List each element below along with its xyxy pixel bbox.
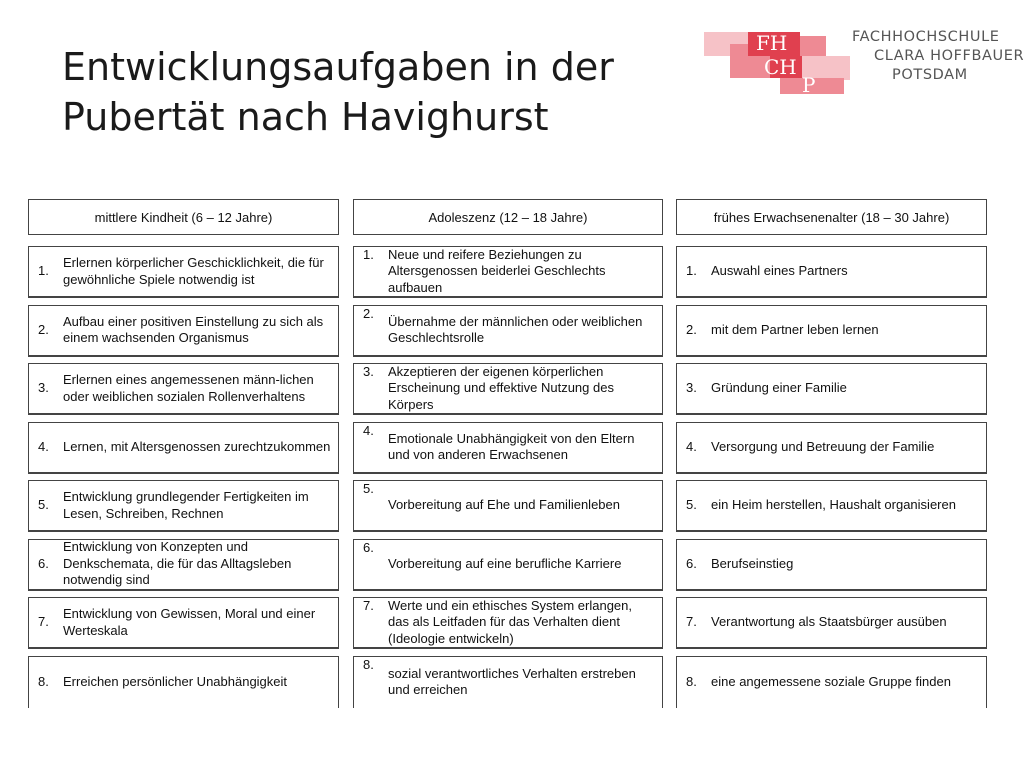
task-text: sozial verantwortliches Verhalten erstreben und erreichen bbox=[388, 665, 636, 697]
task-text: mit dem Partner leben lernen bbox=[711, 321, 879, 337]
slide-title-line-2: Pubertät nach Havighurst bbox=[62, 95, 549, 139]
task-text: Entwicklung von Gewissen, Moral und einer Werteskala bbox=[63, 606, 316, 638]
fhchp-logo-mark bbox=[700, 28, 850, 98]
task-text: Berufseinstieg bbox=[711, 555, 794, 571]
svg-text:P: P bbox=[802, 73, 816, 97]
task-cell bbox=[353, 480, 663, 532]
task-cell bbox=[676, 363, 987, 415]
institution-name-line-2: CLARA HOFFBAUER bbox=[874, 48, 1024, 64]
task-text: Übernahme der männlichen oder weiblichen Geschlechtsrolle bbox=[388, 313, 643, 345]
task-text: Erlernen eines angemessenen männ-lichen oder weiblichen sozialen Rollenverhaltens bbox=[63, 372, 314, 404]
task-text: Neue und reifere Beziehungen zu Altersgenossen beiderlei Geschlechts aufbauen bbox=[388, 246, 606, 295]
task-text: Lernen, mit Altersgenossen zurechtzukommen bbox=[63, 438, 331, 454]
task-cell bbox=[28, 305, 339, 357]
task-cell bbox=[28, 246, 339, 298]
slide-title-line-1: Entwicklungsaufgaben in der bbox=[62, 45, 614, 89]
institution-name-line-1: FACHHOCHSCHULE bbox=[852, 29, 1000, 45]
task-cell bbox=[676, 422, 987, 474]
task-number: 6. bbox=[363, 539, 374, 555]
task-number: 5. bbox=[363, 481, 374, 496]
task-number: 1. bbox=[363, 247, 374, 262]
task-number: 1. bbox=[38, 263, 49, 279]
task-cell bbox=[353, 305, 663, 357]
task-text: Auswahl eines Partners bbox=[711, 263, 848, 279]
task-text: ein Heim herstellen, Haushalt organisieren bbox=[711, 497, 956, 513]
task-number: 7. bbox=[363, 598, 374, 613]
task-number: 3. bbox=[363, 364, 374, 379]
task-cell bbox=[676, 246, 987, 298]
task-cell bbox=[353, 422, 663, 474]
task-cell bbox=[676, 480, 987, 532]
task-text: Entwicklung von Konzepten und Denkschemata, die für das Alltagsleben notwendig sind bbox=[63, 539, 292, 588]
task-cell bbox=[676, 539, 987, 591]
task-cell bbox=[28, 656, 339, 708]
column-mittlere-kindheit bbox=[28, 199, 339, 714]
task-number: 2. bbox=[363, 305, 374, 321]
task-cell bbox=[353, 246, 663, 298]
task-number: 6. bbox=[38, 555, 49, 571]
task-text: eine angemessene soziale Gruppe finden bbox=[711, 673, 951, 689]
task-text: Entwicklung grundlegender Fertigkeiten im Lesen, Schreiben, Rechnen bbox=[63, 489, 309, 521]
task-number: 1. bbox=[686, 263, 697, 279]
column-adoleszenz bbox=[353, 199, 663, 714]
task-text: Verantwortung als Staatsbürger ausüben bbox=[711, 614, 947, 630]
task-number: 7. bbox=[686, 614, 697, 630]
task-cell bbox=[353, 597, 663, 649]
task-text: Versorgung und Betreuung der Familie bbox=[711, 438, 935, 454]
task-number: 6. bbox=[686, 555, 697, 571]
task-text: Akzeptieren der eigenen körperlichen Erscheinung und effektive Nutzung des Körpers bbox=[388, 363, 614, 412]
task-cell bbox=[676, 656, 987, 708]
task-number: 7. bbox=[38, 614, 49, 630]
column-header: frühes Erwachsenenalter (18 – 30 Jahre) bbox=[676, 199, 987, 235]
task-cell bbox=[28, 539, 339, 591]
svg-text:CH: CH bbox=[764, 55, 797, 79]
task-cell bbox=[676, 597, 987, 649]
task-number: 3. bbox=[38, 380, 49, 396]
task-cell bbox=[28, 422, 339, 474]
column-header: Adoleszenz (12 – 18 Jahre) bbox=[353, 199, 663, 235]
task-number: 2. bbox=[38, 321, 49, 337]
task-text: Aufbau einer positiven Einstellung zu sich als einem wachsenden Organismus bbox=[63, 313, 324, 345]
task-number: 2. bbox=[686, 321, 697, 337]
task-number: 8. bbox=[38, 673, 49, 689]
column-fruehes-erwachsenenalter bbox=[676, 199, 987, 714]
task-cell bbox=[353, 656, 663, 708]
institution-name-line-3: POTSDAM bbox=[892, 67, 968, 83]
task-cell bbox=[28, 480, 339, 532]
task-number: 4. bbox=[363, 422, 374, 438]
task-number: 4. bbox=[38, 438, 49, 454]
institution-name bbox=[852, 28, 1024, 85]
fhchp-logo bbox=[700, 28, 1024, 98]
svg-text:FH: FH bbox=[756, 31, 788, 55]
task-cell bbox=[676, 305, 987, 357]
task-text: Erlernen körperlicher Geschicklichkeit, die für gewöhnliche Spiele notwendig ist bbox=[63, 255, 324, 287]
task-cell bbox=[353, 539, 663, 591]
task-number: 5. bbox=[38, 497, 49, 513]
task-number: 8. bbox=[686, 673, 697, 689]
task-text: Werte und ein ethisches System erlangen, das als Leitfaden für das Verhalten dient (Ideologie entwickeln) bbox=[388, 597, 633, 646]
task-text: Gründung einer Familie bbox=[711, 380, 847, 396]
slide-title bbox=[62, 42, 662, 142]
task-text: Vorbereitung auf eine berufliche Karriere bbox=[388, 555, 622, 571]
task-text: Vorbereitung auf Ehe und Familienleben bbox=[388, 497, 620, 513]
task-text: Erreichen persönlicher Unabhängigkeit bbox=[63, 673, 288, 689]
task-number: 4. bbox=[686, 438, 697, 454]
task-number: 8. bbox=[363, 656, 374, 672]
task-cell bbox=[28, 363, 339, 415]
task-cell bbox=[28, 597, 339, 649]
task-number: 3. bbox=[686, 380, 697, 396]
column-header: mittlere Kindheit (6 – 12 Jahre) bbox=[28, 199, 339, 235]
task-text: Emotionale Unabhängigkeit von den Eltern und von anderen Erwachsenen bbox=[388, 430, 635, 462]
task-cell bbox=[353, 363, 663, 415]
task-number: 5. bbox=[686, 497, 697, 513]
